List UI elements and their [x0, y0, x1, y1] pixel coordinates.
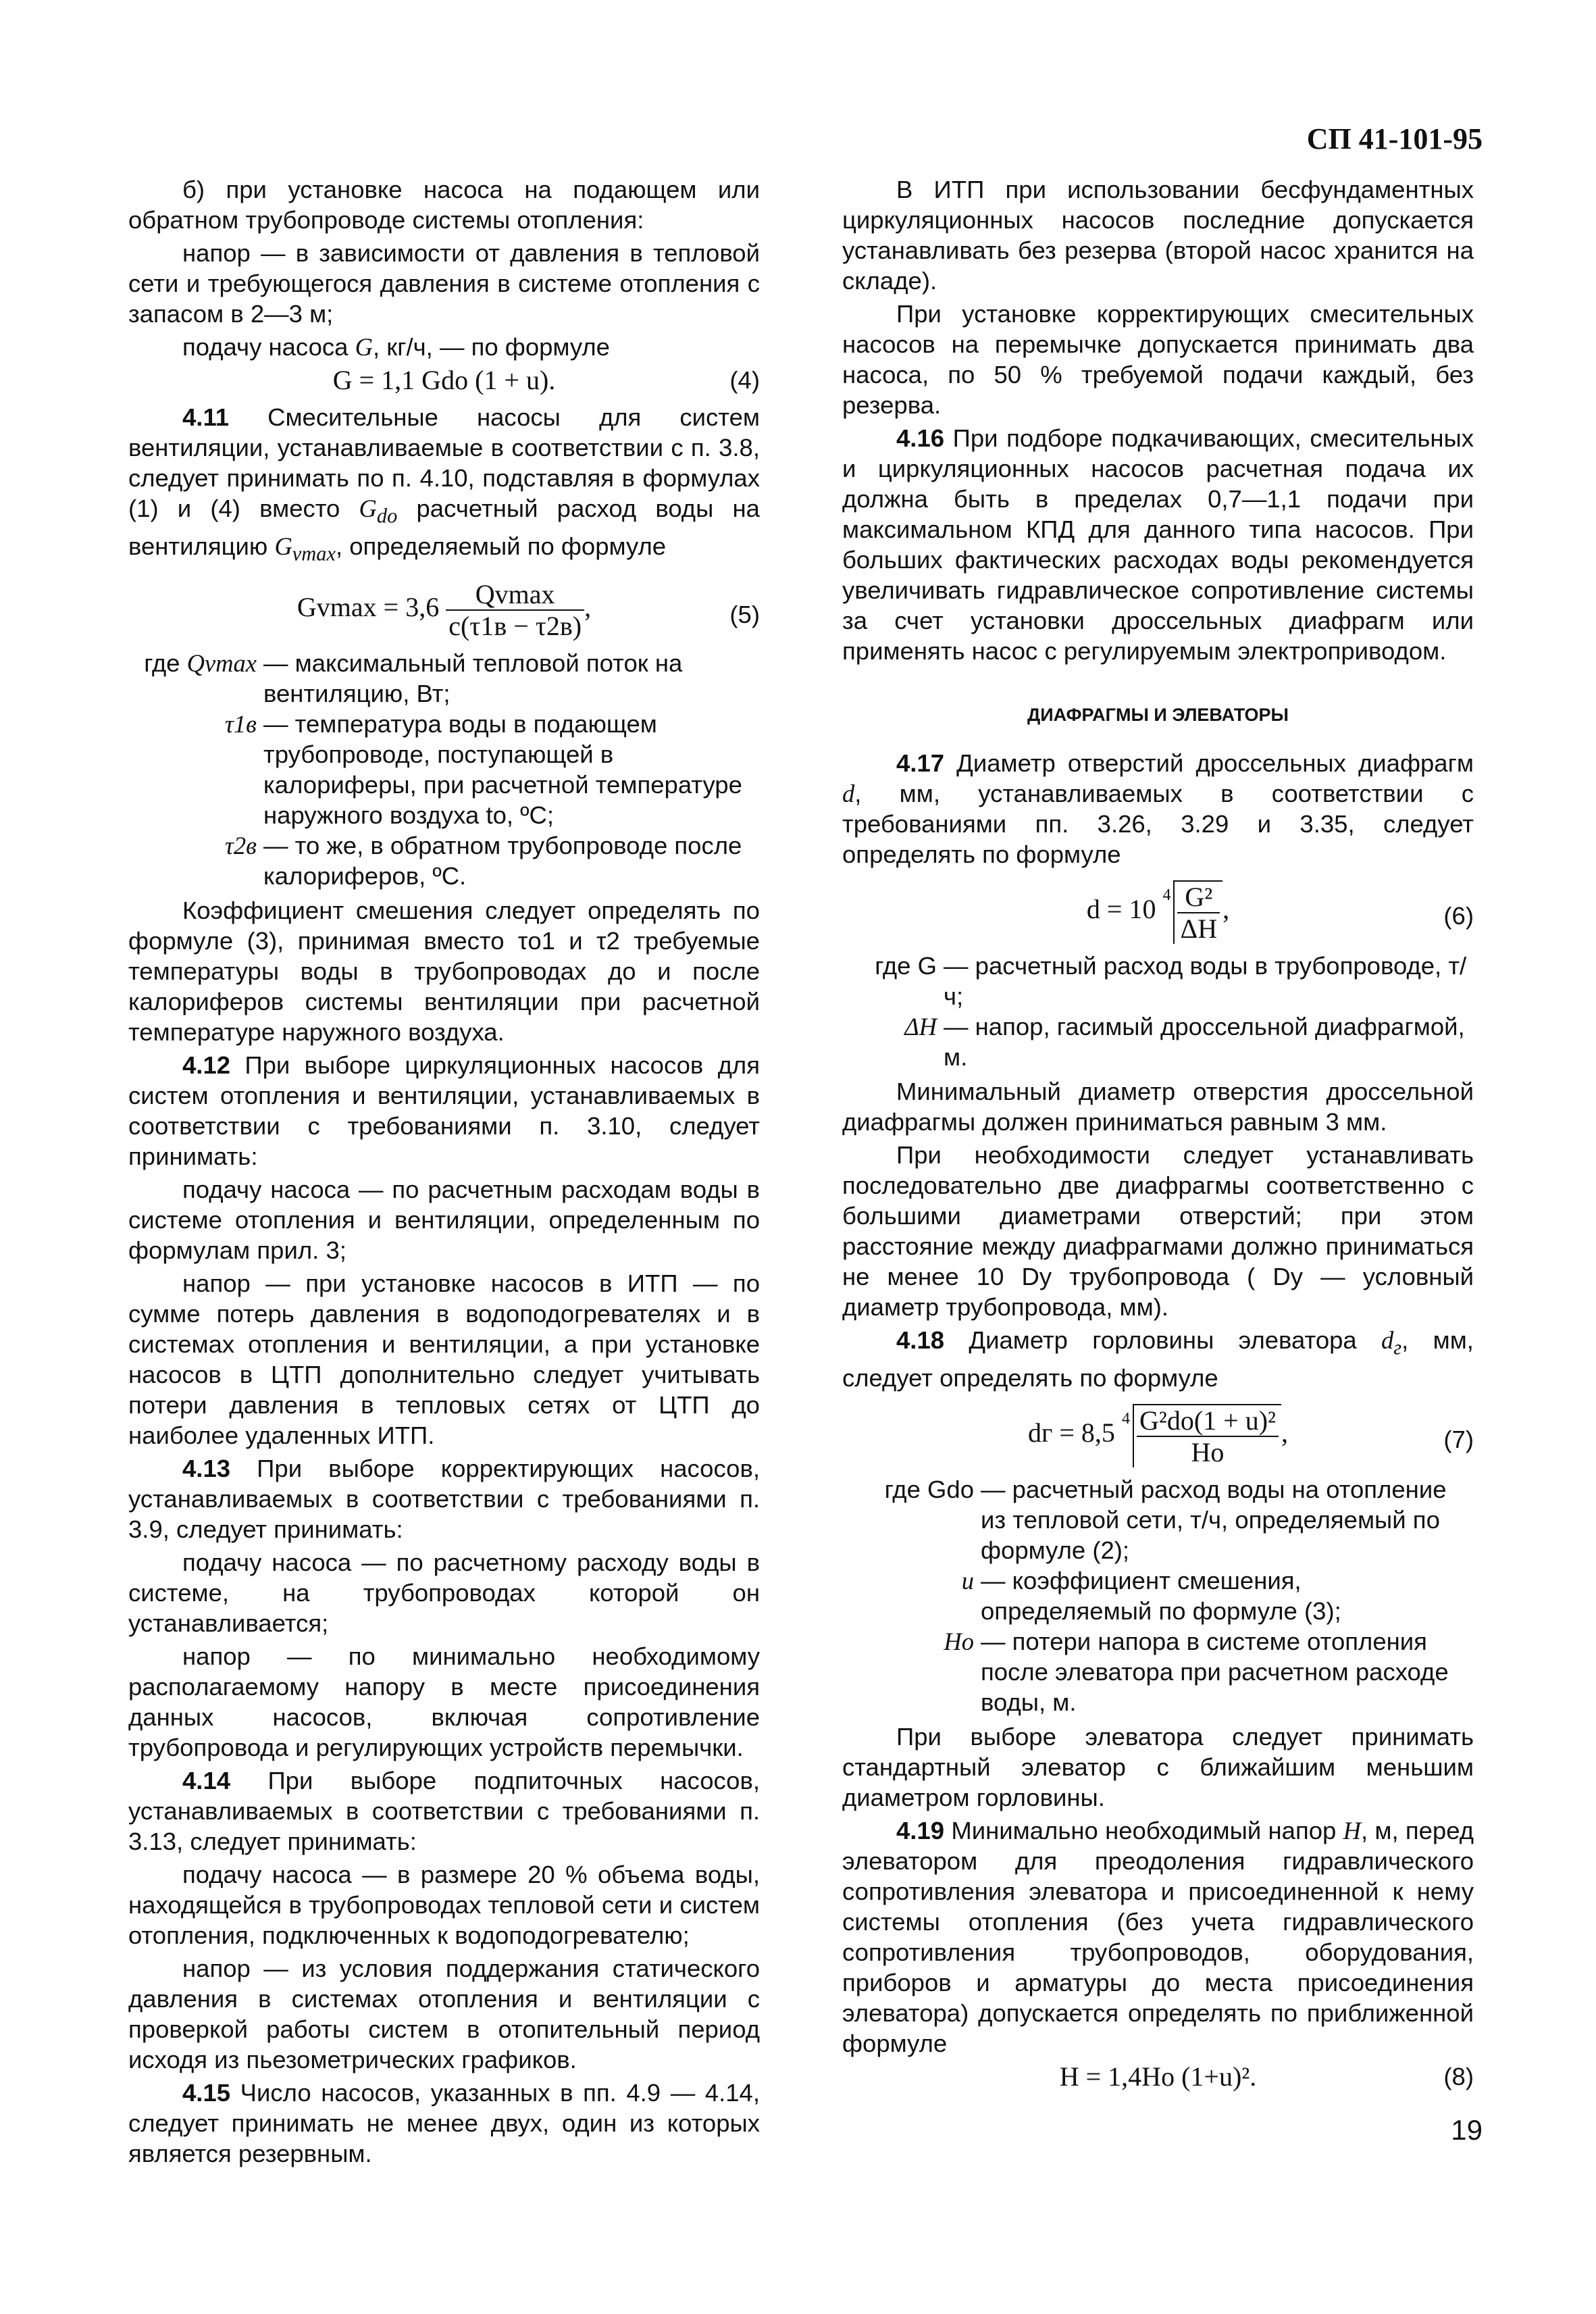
left-column — [128, 174, 760, 2171]
formula-number: (8) — [1443, 2063, 1474, 2091]
paragraph: При выборе элеватора следует принимать стандартный элеватор с ближайшим меньшим диаметром горловины. — [842, 1723, 1474, 1812]
paragraph: В ИТП при использовании бесфундаментных циркуляционных насосов последние допускается устанавливать без резерва (второй насос хранится на складе). — [842, 176, 1474, 295]
definition-row: ΔH — напор, гасимый дроссельной диафрагмой, м. — [904, 1013, 1465, 1071]
paragraph: подачу насоса G, кг/ч, — по формуле — [182, 333, 610, 361]
paragraph: подачу насоса — по расчетному расходу воды в системе, на трубопроводах которой он устанавливается; — [128, 1548, 760, 1637]
formula-number: (6) — [1443, 902, 1474, 930]
definition-row: u — коэффициент смешения, определяемый по формуле (3); — [961, 1567, 1341, 1626]
clause-4-12: 4.12 При выборе циркуляционных насосов для систем отопления и вентиляции, устанавливаемых в соответствии с требованиями п. 3.10, следует принимать: — [128, 1051, 760, 1170]
clause-4-17: 4.17 Диаметр отверстий дроссельных диафрагм d, мм, устанавливаемых в соответствии с требованиями пп. 3.26, 3.29 и 3.35, следует определять по формуле — [842, 749, 1474, 868]
definition-row: где Gdo — расчетный расход воды на отопление из тепловой сети, т/ч, определяемый по формуле (2); — [884, 1476, 1447, 1565]
formula-number: (7) — [1443, 1426, 1474, 1454]
paragraph: подачу насоса — по расчетным расходам воды в системе отопления и вентиляции, определенным по формулам прил. 3; — [128, 1175, 760, 1264]
paragraph: напор — в зависимости от давления в тепловой сети и требующегося давления в системе отопления с запасом в 2—3 м; — [128, 239, 760, 328]
definition-row: Ho — потери напора в системе отопления после элеватора при расчетном расходе воды, м. — [944, 1628, 1449, 1717]
paragraph: б) при установке насоса на подающем или обратном трубопроводе системы отопления: — [128, 176, 760, 234]
definition-row: τ2в — то же, в обратном трубопроводе после калориферов, ºС. — [224, 831, 742, 890]
clause-4-14: 4.14 При выборе подпиточных насосов, устанавливаемых в соответствии с требованиями п. 3.13, следует принимать: — [128, 1766, 760, 1855]
definition-row: где Qvmax — максимальный тепловой поток на вентиляцию, Вт; — [144, 649, 683, 707]
paragraph: напор — при установке насосов в ИТП — по сумме потерь давления в водоподогревателях и в системах отопления и вентиляции, а при установке насосов в ЦТП дополнительно следует учитывать потери давления в тепловых сетях от ЦТП до наиболее удаленных ИТП. — [128, 1269, 760, 1449]
paragraph: Минимальный диаметр отверстия дроссельной диафрагмы должен приниматься равным 3 мм. — [842, 1078, 1474, 1136]
section-heading: ДИАФРАГМЫ И ЭЛЕВАТОРЫ — [1027, 705, 1289, 725]
document-code: СП 41-101-95 — [1306, 122, 1483, 155]
paragraph: При необходимости следует устанавливать последовательно две диафрагмы соответственно с большими диаметрами отверстий; при этом расстояние между диафрагмами должно приниматься не менее 10 Dу трубопровода ( Dу — условный диаметр трубопровода, мм). — [842, 1141, 1474, 1321]
clause-4-19: 4.19 Минимально необходимый напор H, м, перед элеватором для преодоления гидравлического сопротивления элеватора и присоединенной к нему системы отопления (без учета гидравлического сопротивления трубопроводов, оборудования, приборов и арматуры до места присоединения элеватора) допускается определять по приближенной формуле — [842, 1817, 1474, 2058]
formula-8: H = 1,4Ho (1+u)². (8) — [1059, 2061, 1474, 2092]
paragraph: Коэффициент смешения следует определять по формуле (3), принимая вместо τo1 и τ2 требуемые температуры воды в трубопроводах до и после калориферов системы вентиляции при расчетной температуре наружного воздуха. — [128, 896, 760, 1046]
paragraph: При установке корректирующих смесительных насосов на перемычке допускается принимать два насоса, по 50 % требуемой подачи каждый, без резерва. — [842, 300, 1474, 419]
paragraph: напор — по минимально необходимому располагаемому напору в месте присоединения данных насосов, включая сопротивление трубопровода и регулирующих устройств перемычки. — [128, 1642, 760, 1761]
paragraph: подачу насоса — в размере 20 % объема воды, находящейся в трубопроводах тепловой сети и систем отопления, подключенных к водоподогревателю; — [128, 1860, 760, 1949]
definitions-5 — [128, 648, 760, 891]
clause-4-11: 4.11 Смесительные насосы для систем вентиляции, устанавливаемые в соответствии с п. 3.8, следует принимать по п. 4.10, подставляя в формулах (1) и (4) вместо $G_{do}$ расчетный расход воды на вентиляцию $G_{vmax}$, определяемый по формуле — [128, 403, 760, 565]
clause-4-15: 4.15 Число насосов, указанных в пп. 4.9 — 4.14, следует принимать не менее двух, один из которых является резервным. — [128, 2078, 760, 2167]
formula-6: d = 10 $^4$ $\frac{\text{G²}}{\Delta H}$ , (6) — [1086, 882, 1474, 944]
formula-5: Gvmax = 3,6 $\frac{Qvmax}{c(\tau 1в - \tau 2в)}$ , (5) — [297, 578, 760, 641]
definition-row: где G — расчетный расход воды в трубопроводе, т/ч; — [875, 952, 1467, 1010]
clause-4-18: 4.18 Диаметр горловины элеватора $d_г$, мм, следует определять по формуле — [842, 1326, 1474, 1392]
definitions-6 — [842, 951, 1474, 1072]
formula-7: dг = 8,5 $^4$ $\frac{\text{G²do(1 + u)²}}{Ho}$ , (7) — [1027, 1405, 1474, 1468]
definitions-7 — [842, 1474, 1474, 1717]
clause-4-13: 4.13 При выборе корректирующих насосов, устанавливаемых в соответствии с требованиями п. 3.9, следует принимать: — [128, 1454, 760, 1543]
formula-number: (5) — [729, 600, 760, 628]
formula-number: (4) — [729, 366, 760, 394]
formula-4: G = 1,1 Gdo (1 + u). (4) — [332, 365, 760, 395]
right-column — [842, 174, 1474, 2098]
clause-4-16: 4.16 При подборе подкачивающих, смесительных и циркуляционных насосов расчетная подача их должна быть в пределах 0,7—1,1 подачи при максимальном КПД для данного типа насосов. При больших фактических расходах воды рекомендуется увеличивать гидравлическое сопротивление системы за счет установки дроссельных диафрагм или применять насос с регулируемым электроприводом. — [842, 424, 1474, 665]
definition-row: τ1в — температура воды в подающем трубопроводе, поступающей в калориферы, при расчетной температуре наружного воздуха to, ºС; — [224, 709, 742, 829]
page-number: 19 — [1451, 2114, 1483, 2146]
paragraph: напор — из условия поддержания статического давления в системах отопления и вентиляции с проверкой работы систем в отопительный период исходя из пьезометрических графиков. — [128, 1954, 760, 2073]
